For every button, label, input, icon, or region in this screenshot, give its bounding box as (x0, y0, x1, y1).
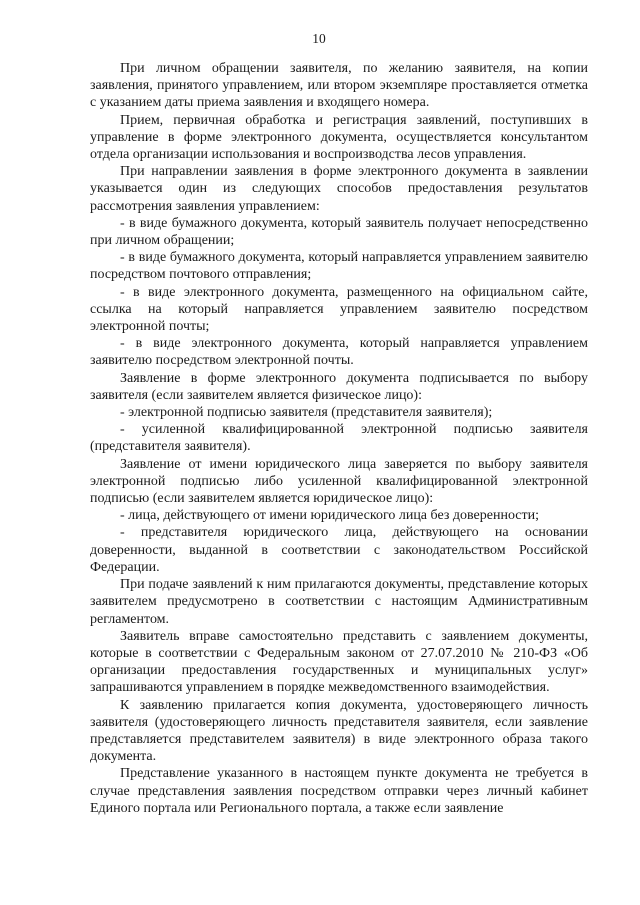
paragraph: При подаче заявлений к ним прилагаются документы, представление которых заявителем предусмотрено в соответствии с настоящим Административным регламентом. (90, 577, 588, 627)
list-item: - лица, действующего от имени юридического лица без доверенности; (120, 508, 540, 524)
list-item: - представителя юридического лица, действующего на основании доверенности, выданной в соответствии с законодательством Российской Федерации. (90, 525, 588, 575)
paragraph: При направлении заявления в форме электронного документа в заявлении указывается один из следующих способов предоставления результатов рассмотрения заявления управлением: (90, 164, 588, 214)
paragraph: Заявитель вправе самостоятельно представить с заявлением документы, которые в соответствии с Федеральным законом от 27.07.2010 № 210-ФЗ «Об организации предоставления государственных и муниципальных услуг» запрашиваются управлением в порядке межведомственного взаимодействия. (90, 628, 588, 696)
paragraph: Представление указанного в настоящем пункте документа не требуется в случае представления заявления посредством отправки через личный кабинет Единого портала или Регионального портала, а также если заявление (90, 766, 588, 816)
list-item: - в виде бумажного документа, который направляется управлением заявителю посредством почтового отправления; (90, 250, 588, 283)
list-item: - в виде электронного документа, который направляется управлением заявителю посредством электронной почты. (90, 336, 588, 369)
list-item: - электронной подписью заявителя (представителя заявителя); (120, 405, 493, 421)
paragraph: К заявлению прилагается копия документа, удостоверяющего личность заявителя (удостоверяющего личность представителя заявителя, если заявление представляется представителем заявителя) в виде электронного образа такого документа. (90, 697, 588, 765)
paragraph: Заявление от имени юридического лица заверяется по выбору заявителя электронной подписью либо усиленной квалифицированной электронной подписью (если заявителем является юридическое лицо): (90, 456, 588, 507)
list-item: - в виде бумажного документа, который заявитель получает непосредственно при личном обращении; (90, 215, 588, 249)
paragraph: Заявление в форме электронного документа подписывается по выбору заявителя (если заявителем является физическое лицо): (90, 370, 588, 403)
document-body (90, 60, 588, 817)
paragraph: Прием, первичная обработка и регистрация заявлений, поступивших в управление в форме электронного документа, осуществляется консультантом отдела организации использования и воспроизводства лесов управления. (90, 112, 588, 163)
page-number: 10 (312, 31, 326, 46)
paragraph: При личном обращении заявителя, по желанию заявителя, на копии заявления, принятого управлением, или втором экземпляре проставляется отметка с указанием даты приема заявления и входящего номера. (90, 61, 588, 111)
list-item: - усиленной квалифицированной электронной подписью заявителя (представителя заявителя). (90, 422, 588, 455)
list-item: - в виде электронного документа, размещенного на официальном сайте, ссылка на который направляется управлением заявителю посредством электронной почты; (90, 284, 588, 335)
